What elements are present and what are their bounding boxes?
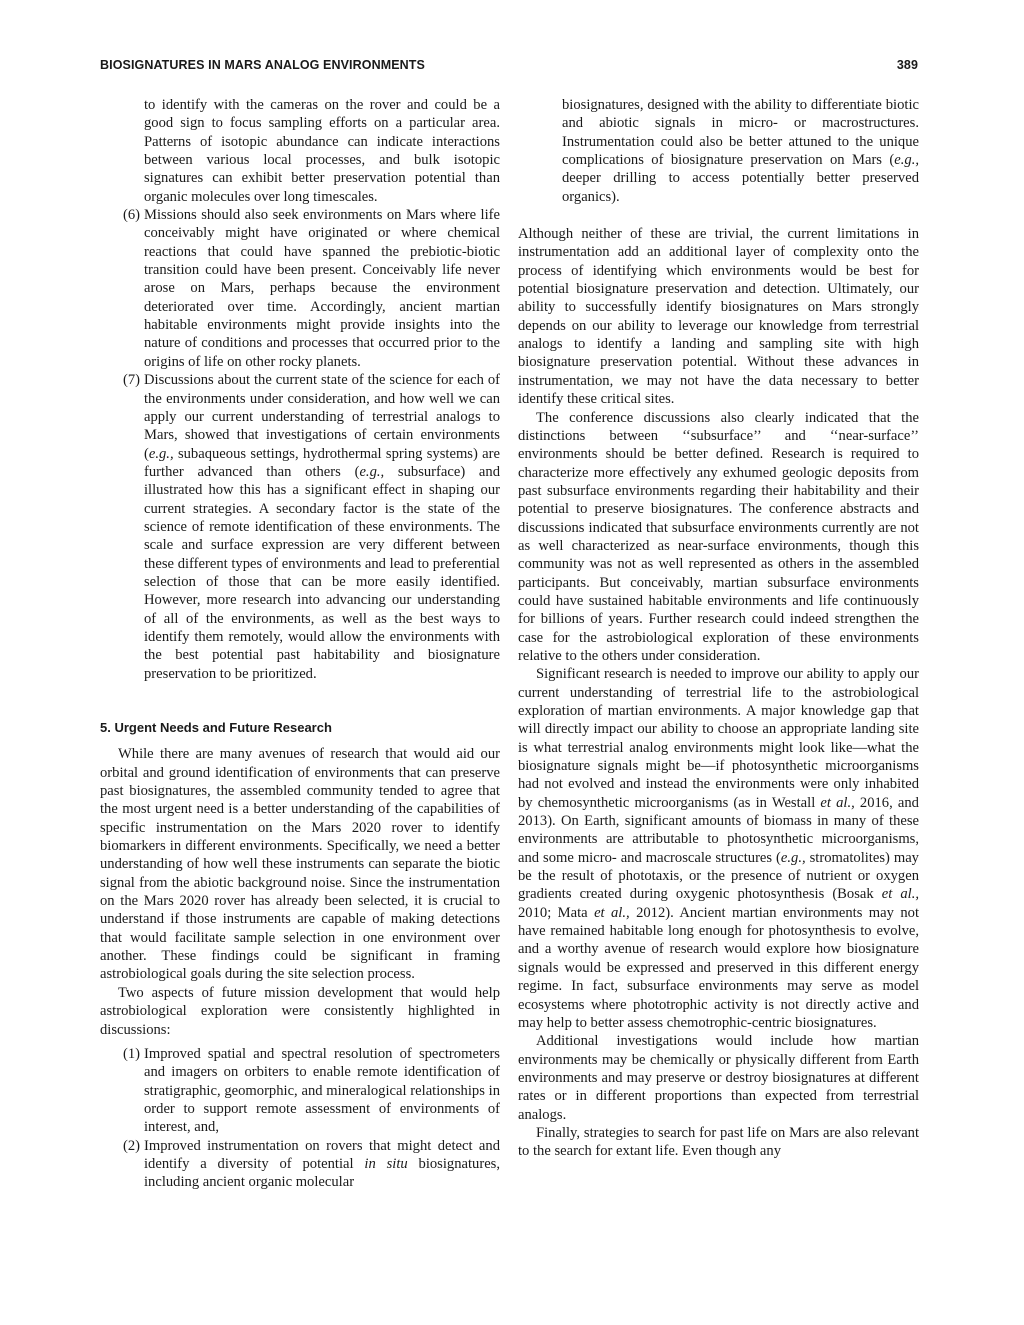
paragraph: While there are many avenues of research that would aid our orbital and ground identification of environments that can preserve past biosignatures, the assembled community tended to agree that the most urgent need is a better understanding of the capabilities of specific instrumentation on the Mars 2020 rover to identify biomarkers in different environments. Specifically, we need a better understanding of how well these instruments can separate the biotic signal from the abiotic background noise. Since the instrumentation on the Mars 2020 rover has already been selected, it is crucial to understand if those instruments are capable of making detections that would facilitate sample selection in one environment over another. These findings could be significant in framing astrobiological goals during the site selection process. xyxy=(100,746,500,983)
numbered-list xyxy=(100,1045,500,1192)
paragraph: Missions should also seek environments on Mars where life conceivably might have originated or where chemical reactions that could have spanned the prebiotic-biotic transition could have been present. Conceivably life never arose on Mars, perhaps because the environment deteriorated over time. Accordingly, ancient martian habitable environments might provide insights into the nature of conditions and processes that occurred prior to the origins of life on other rocky planets. xyxy=(144,207,500,370)
emphasis: e.g., xyxy=(894,152,919,169)
paragraph: Additional investigations would include how martian environments may be chemically or physically different from Earth environments and may preserve or destroy biosignatures at different rates or in different proportions than expected from terrestrial analogs. xyxy=(518,1033,919,1123)
paragraph: Two aspects of future mission development that would help astrobiological exploration were consistently highlighted in discussions: xyxy=(100,984,500,1038)
emphasis: e.g., xyxy=(780,849,806,866)
list-number: (7) xyxy=(122,372,140,389)
paragraph: Discussions about the current state of the science for each of the environments under consideration, and how well we can apply our current understanding of terrestrial analogs to Mars, showed that investigations of certain environments (e.g., subaqueous settings, hydrothermal spring systems) are further advanced than others (e.g., subsurface) and illustrated how this has a significant effect in shaping our current strategies. A secondary factor is the state of the science of remote identification of these environments. The scale and surface expression are very different between these different types of environments and lead to preferential selection of those that can be more easily identified. However, more research into advancing our understanding of all of the environments, as well as the best ways to identify them remotely, would allow the environments with the best potential past habitability and biosignature preservation to be prioritized. xyxy=(144,372,500,682)
running-title: BIOSIGNATURES IN MARS ANALOG ENVIRONMENTS xyxy=(100,58,425,72)
list-item-6 xyxy=(100,206,500,371)
left-column xyxy=(100,96,500,1192)
emphasis: et al., xyxy=(594,904,630,921)
list-number: (6) xyxy=(122,207,140,224)
emphasis: e.g., xyxy=(359,463,385,480)
list-item-1 xyxy=(100,1045,500,1137)
list-item-2 xyxy=(100,1137,500,1192)
list-item-5-continued xyxy=(100,96,500,206)
list-number: (1) xyxy=(122,1045,140,1062)
running-header xyxy=(100,58,918,76)
paragraph: biosignatures, designed with the ability to differentiate biotic and abiotic signals in micro- or macrostructures. Instrumentation could also be better attuned to the unique complications of biosignature preservation on Mars (e.g., deeper drilling to access potentially better preserved organics). xyxy=(562,97,919,205)
paragraph: to identify with the cameras on the rover and could be a good sign to focus sampling efforts on a particular area. Patterns of isotopic abundance can indicate interactions between various local processes, and bulk isotopic signatures can exhibit better preservation potential than organic molecules over long timescales. xyxy=(144,97,500,205)
paragraph: Significant research is needed to improve our ability to apply our current understanding of terrestrial life to the astrobiological exploration of martian environments. A major knowledge gap that will directly impact our ability to choose an appropriate landing site is what terrestrial analog environments might look like—what the biosignature signals might be—if photosynthetic microorganisms had not evolved and instead the environments were only inhabited by chemosynthetic microorganisms (as in Westall et al., 2016, and 2013). On Earth, significant amounts of biomass in many of these environments are attributable to photosynthetic microorganisms, and some micro- and macroscale structures (e.g., stromatolites) may be the result of phototaxis, or the presence of nutrient or oxygen gradients created during oxygenic photosynthesis (Bosak et al., 2010; Mata et al., 2012). Ancient martian environments may not have remained habitable long enough for photosynthesis to evolve, and a worthy avenue of research would explore how biosignature signals would be expressed and preserved in this different energy regime. In fact, subsurface environments may serve as model ecosystems where phototrophic activity is not directly active and may help to better assess chemotrophic-centric biosignatures. xyxy=(518,666,919,1031)
list-number: (2) xyxy=(122,1137,140,1154)
paragraph: Although neither of these are trivial, the current limitations in instrumentation add an additional layer of complexity onto the process of identifying which environments would be best for potential biosignature preservation and detection. Ultimately, our ability to successfully identify biosignatures on Mars strongly depends on our ability to leverage our knowledge from terrestrial analogs to identify a landing and sampling site with high biosignature preservation potential. Without these advances in instrumentation, we may not have the data necessary to better identify these critical sites. xyxy=(518,226,919,408)
paragraph: Improved spatial and spectral resolution of spectrometers and imagers on orbiters to enable remote identification of stratigraphic, geomorphic, and mineralogical relationships in order to support remote assessment of environments of interest, and, xyxy=(144,1045,500,1136)
list-item-2-continued xyxy=(518,96,919,206)
emphasis: et al., xyxy=(881,886,919,903)
page-number: 389 xyxy=(896,58,918,72)
right-column xyxy=(518,96,919,1161)
section-heading: 5. Urgent Needs and Future Research xyxy=(100,720,332,735)
list-item-7 xyxy=(100,371,500,683)
paragraph: The conference discussions also clearly indicated that the distinctions between ‘‘subsurface’’ and ‘‘near-surface’’ environments should be better defined. Research is required to characterize more effectively any exhumed geologic deposits from past subsurface environments regarding their habitability and their potential to preserve biosignatures. The conference abstracts and discussions indicated that subsurface environments currently are not as well characterized as near-surface environments, though this community was not as well represented as others in the assembled participants. But conceivably, martian subsurface environments could have sustained habitable environments and life continuously for billions of years. Further research could indeed strengthen the case for the astrobiological exploration of these environments relative to the others under consideration. xyxy=(518,409,919,664)
emphasis: e.g., xyxy=(148,445,174,462)
emphasis: et al., xyxy=(820,794,855,811)
emphasis: in situ xyxy=(364,1155,408,1172)
paragraph: Finally, strategies to search for past life on Mars are also relevant to the search for extant life. Even though any xyxy=(518,1124,919,1160)
paragraph: Improved instrumentation on rovers that might detect and identify a diversity of potential in situ biosignatures, including ancient organic molecular xyxy=(144,1137,501,1191)
